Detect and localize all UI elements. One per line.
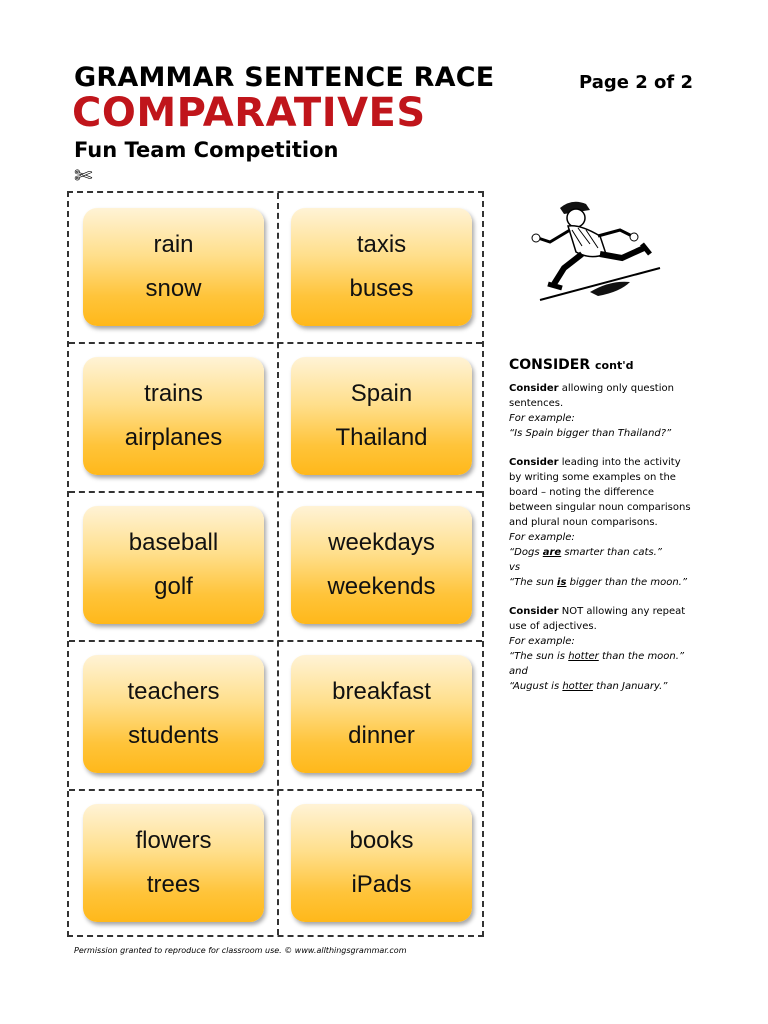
consider-notes (509, 358, 694, 708)
footer-permission: Permission granted to reproduce for classroom use. © www.allthingsgrammar.com (74, 946, 407, 955)
card-grid (67, 191, 484, 937)
card-word-top: baseball (128, 529, 219, 556)
cut-line-horizontal (69, 640, 482, 642)
title-comparatives: COMPARATIVES (72, 90, 426, 136)
consider-heading (509, 358, 694, 373)
consider-lead: Consider (509, 457, 559, 468)
consider-lead: Consider (509, 383, 559, 394)
word-card (291, 506, 472, 624)
card-word-top: Spain (350, 380, 413, 407)
example-part: smarter than cats.” (561, 547, 662, 558)
example-emphasis: are (542, 547, 562, 558)
consider-paragraph (509, 381, 694, 441)
word-card (83, 655, 264, 773)
consider-heading-text: CONSIDER (509, 357, 591, 373)
card-word-top: breakfast (332, 678, 431, 705)
card-word-bottom: weekends (327, 573, 436, 600)
word-card (83, 506, 264, 624)
card-word-bottom: trees (146, 871, 201, 898)
example-emphasis: hotter (568, 651, 599, 662)
card-word-top: weekdays (328, 529, 435, 556)
title-line-1: GRAMMAR SENTENCE RACE (74, 62, 495, 93)
example-sentence (509, 679, 694, 694)
consider-heading-suffix: cont'd (595, 359, 634, 372)
example-part: than the moon.” (598, 651, 685, 662)
word-card (291, 208, 472, 326)
example-part: “The sun is (509, 651, 569, 662)
word-card (83, 804, 264, 922)
card-word-bottom: golf (154, 573, 193, 600)
example-emphasis: is (557, 577, 567, 588)
consider-paragraph (509, 604, 694, 694)
word-card (83, 208, 264, 326)
card-word-top: books (349, 827, 414, 854)
cut-line-vertical (277, 193, 279, 935)
for-example-label: For example: (509, 413, 575, 424)
consider-text: NOT allowing any repeat use of adjectives. (509, 606, 686, 632)
example-part: “August is (509, 681, 563, 692)
example-part: “The sun (509, 577, 558, 588)
for-example-label: For example: (509, 636, 575, 647)
word-card (83, 357, 264, 475)
card-word-bottom: snow (145, 275, 202, 302)
cut-line-horizontal (69, 491, 482, 493)
vs-label: vs (509, 562, 521, 573)
card-word-bottom: dinner (348, 722, 415, 749)
example-part: than January.” (592, 681, 668, 692)
card-word-top: trains (144, 380, 203, 407)
example-part: “Dogs (509, 547, 543, 558)
for-example-label: For example: (509, 532, 575, 543)
example-emphasis: hotter (562, 681, 593, 692)
example-sentence: “Is Spain bigger than Thailand?” (509, 428, 672, 439)
card-word-bottom: airplanes (124, 424, 223, 451)
word-card (291, 357, 472, 475)
cut-line-horizontal (69, 789, 482, 791)
consider-lead: Consider (509, 606, 559, 617)
example-sentence (509, 575, 694, 590)
example-part: bigger than the moon.” (566, 577, 688, 588)
card-word-bottom: Thailand (335, 424, 428, 451)
card-word-top: rain (153, 231, 194, 258)
word-card (291, 804, 472, 922)
card-word-bottom: students (128, 722, 219, 749)
example-sentence (509, 545, 694, 560)
card-word-bottom: buses (349, 275, 414, 302)
consider-text: allowing only question sentences. (509, 383, 674, 409)
card-word-top: flowers (135, 827, 212, 854)
scissors-icon: ✄ (74, 164, 93, 189)
example-sentence (509, 649, 694, 664)
card-word-bottom: iPads (351, 871, 412, 898)
consider-text: leading into the activity by writing some examples on the board – noting the difference between singular noun comparisons and plural noun comparisons. (509, 457, 691, 528)
consider-paragraph (509, 455, 694, 590)
cut-line-horizontal (69, 342, 482, 344)
page-number: Page 2 of 2 (579, 72, 693, 93)
word-card (291, 655, 472, 773)
card-word-top: teachers (127, 678, 220, 705)
subtitle: Fun Team Competition (74, 138, 339, 162)
card-word-top: taxis (356, 231, 407, 258)
running-man-illustration (520, 196, 670, 306)
and-label: and (509, 666, 528, 677)
